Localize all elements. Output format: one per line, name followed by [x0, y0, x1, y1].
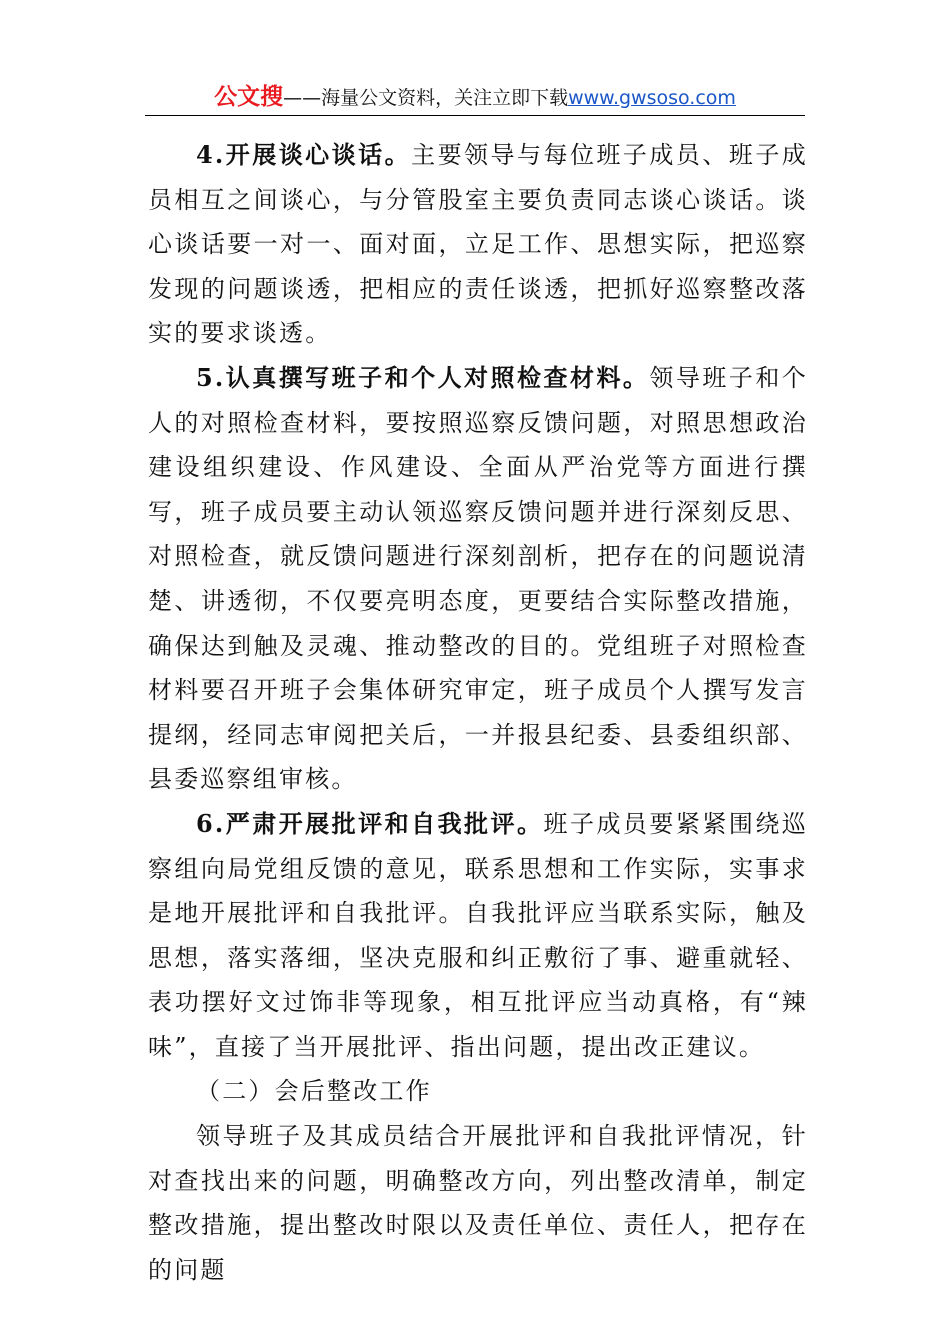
paragraph-heading: 6.严肃开展批评和自我批评。: [196, 808, 544, 838]
site-link[interactable]: www.gwsoso.com: [568, 87, 736, 109]
paragraph-item-6: [148, 802, 808, 1070]
header-divider: [145, 115, 805, 116]
section-heading: （二）会后整改工作: [196, 1077, 432, 1106]
paragraph-item-5: [148, 356, 808, 802]
paragraph-item-4: [148, 133, 808, 356]
paragraph-text: 主要领导与每位班子成员、班子成员相互之间谈心，与分管股室主要负责同志谈心谈话。谈心谈话要一对一、面对面，立足工作、思想实际，把巡察发现的问题谈透，把相应的责任谈透，把抓好巡察整改落实的要求谈透。: [148, 141, 809, 348]
paragraph-text: 领导班子和个人的对照检查材料，要按照巡察反馈问题，对照思想政治建设组织建设、作风建设、全面从严治党等方面进行撰写，班子成员要主动认领巡察反馈问题并进行深刻反思、对照检查，就反馈问题进行深刻剖析，把存在的问题说清楚、讲透彻，不仅要亮明态度，更要结合实际整改措施，确保达到触及灵魂、推动整改的目的。党组班子对照检查材料要召开班子会集体研究审定，班子成员个人撰写发言提纲，经同志审阅把关后，一并报县纪委、县委组织部、县委巡察组审核。: [148, 363, 809, 794]
header-tagline: ——海量公文资料，关注立即下载: [283, 87, 569, 109]
final-paragraph: 领导班子及其成员结合开展批评和自我批评情况，针对查找出来的问题，明确整改方向，列出整改清单，制定整改措施，提出整改时限以及责任单位、责任人，把存在的问题: [148, 1122, 808, 1284]
document-body: [148, 133, 808, 1292]
paragraph-heading: 4.开展谈心谈话。: [196, 140, 412, 169]
brand-name: 公文搜: [214, 84, 284, 110]
paragraph-heading: 5.认真撰写班子和个人对照检查材料。: [196, 362, 650, 392]
paragraph-text: 班子成员要紧紧围绕巡察组向局党组反馈的意见，联系思想和工作实际，实事求是地开展批评和自我批评。自我批评应当联系实际，触及思想，落实落细，坚决克服和纠正敷衍了事、避重就轻、表功摆好文过饰非等现象，相互批评应当动真格，有“辣味”，直接了当开展批评、指出问题，提出改正建议。: [148, 809, 808, 1061]
page-header: [145, 80, 805, 114]
